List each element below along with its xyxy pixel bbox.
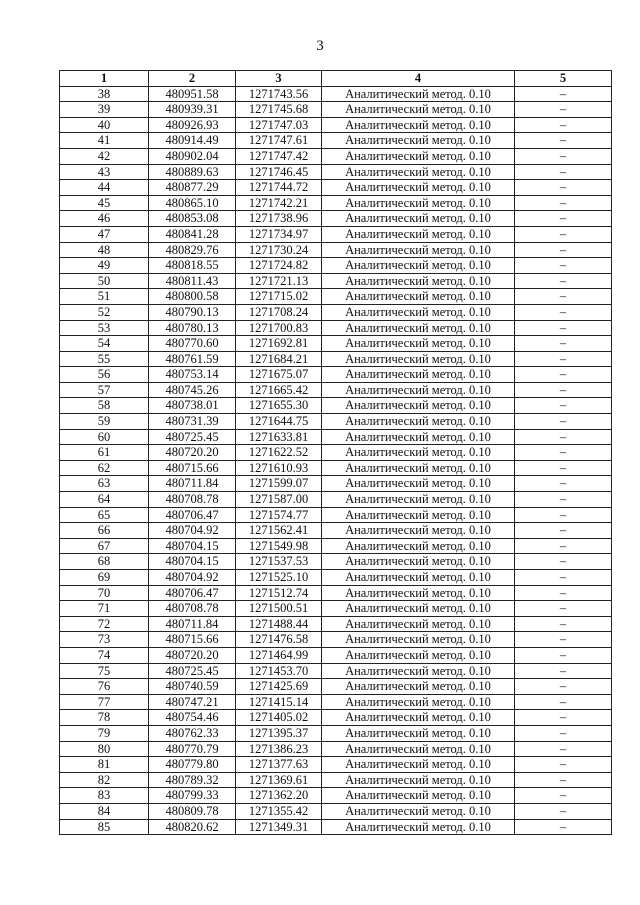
- point-number-cell: 57: [60, 382, 149, 398]
- table-row: [60, 632, 612, 648]
- note-cell: –: [515, 429, 612, 445]
- method-cell: Аналитический метод. 0.10: [322, 476, 515, 492]
- point-number-cell: 70: [60, 585, 149, 601]
- x-coordinate-cell: 480704.92: [149, 570, 236, 586]
- y-coordinate-cell: 1271730.24: [236, 242, 322, 258]
- point-number-cell: 60: [60, 429, 149, 445]
- y-coordinate-cell: 1271747.42: [236, 148, 322, 164]
- x-coordinate-cell: 480889.63: [149, 164, 236, 180]
- x-coordinate-cell: 480708.78: [149, 601, 236, 617]
- point-number-cell: 42: [60, 148, 149, 164]
- method-cell: Аналитический метод. 0.10: [322, 429, 515, 445]
- table-row: [60, 757, 612, 773]
- table-row: [60, 133, 612, 149]
- x-coordinate-cell: 480800.58: [149, 289, 236, 305]
- y-coordinate-cell: 1271633.81: [236, 429, 322, 445]
- x-coordinate-cell: 480902.04: [149, 148, 236, 164]
- method-cell: Аналитический метод. 0.10: [322, 258, 515, 274]
- y-coordinate-cell: 1271562.41: [236, 523, 322, 539]
- table-row: [60, 460, 612, 476]
- y-coordinate-cell: 1271549.98: [236, 538, 322, 554]
- x-coordinate-cell: 480799.33: [149, 788, 236, 804]
- method-cell: Аналитический метод. 0.10: [322, 647, 515, 663]
- point-number-cell: 39: [60, 102, 149, 118]
- y-coordinate-cell: 1271692.81: [236, 336, 322, 352]
- point-number-cell: 53: [60, 320, 149, 336]
- method-cell: Аналитический метод. 0.10: [322, 148, 515, 164]
- y-coordinate-cell: 1271746.45: [236, 164, 322, 180]
- method-cell: Аналитический метод. 0.10: [322, 242, 515, 258]
- table-row: [60, 803, 612, 819]
- y-coordinate-cell: 1271744.72: [236, 180, 322, 196]
- table-row: [60, 476, 612, 492]
- x-coordinate-cell: 480706.47: [149, 585, 236, 601]
- method-cell: Аналитический метод. 0.10: [322, 414, 515, 430]
- note-cell: –: [515, 523, 612, 539]
- x-coordinate-cell: 480725.45: [149, 429, 236, 445]
- y-coordinate-cell: 1271700.83: [236, 320, 322, 336]
- method-cell: Аналитический метод. 0.10: [322, 492, 515, 508]
- method-cell: Аналитический метод. 0.10: [322, 117, 515, 133]
- point-number-cell: 76: [60, 679, 149, 695]
- x-coordinate-cell: 480720.20: [149, 647, 236, 663]
- table-row: [60, 336, 612, 352]
- note-cell: –: [515, 803, 612, 819]
- y-coordinate-cell: 1271675.07: [236, 367, 322, 383]
- x-coordinate-cell: 480747.21: [149, 694, 236, 710]
- method-cell: Аналитический метод. 0.10: [322, 710, 515, 726]
- method-cell: Аналитический метод. 0.10: [322, 226, 515, 242]
- note-cell: –: [515, 819, 612, 835]
- x-coordinate-cell: 480789.32: [149, 772, 236, 788]
- method-cell: Аналитический метод. 0.10: [322, 632, 515, 648]
- point-number-cell: 68: [60, 554, 149, 570]
- x-coordinate-cell: 480745.26: [149, 382, 236, 398]
- table-row: [60, 211, 612, 227]
- y-coordinate-cell: 1271464.99: [236, 647, 322, 663]
- table-row: [60, 772, 612, 788]
- x-coordinate-cell: 480704.15: [149, 554, 236, 570]
- method-cell: Аналитический метод. 0.10: [322, 382, 515, 398]
- x-coordinate-cell: 480731.39: [149, 414, 236, 430]
- point-number-cell: 79: [60, 725, 149, 741]
- note-cell: –: [515, 164, 612, 180]
- table-row: [60, 304, 612, 320]
- point-number-cell: 78: [60, 710, 149, 726]
- note-cell: –: [515, 445, 612, 461]
- note-cell: –: [515, 616, 612, 632]
- y-coordinate-cell: 1271724.82: [236, 258, 322, 274]
- table-row: [60, 367, 612, 383]
- method-cell: Аналитический метод. 0.10: [322, 164, 515, 180]
- note-cell: –: [515, 117, 612, 133]
- point-number-cell: 67: [60, 538, 149, 554]
- note-cell: –: [515, 273, 612, 289]
- method-cell: Аналитический метод. 0.10: [322, 819, 515, 835]
- method-cell: Аналитический метод. 0.10: [322, 460, 515, 476]
- x-coordinate-cell: 480811.43: [149, 273, 236, 289]
- x-coordinate-cell: 480715.66: [149, 632, 236, 648]
- y-coordinate-cell: 1271415.14: [236, 694, 322, 710]
- note-cell: –: [515, 258, 612, 274]
- y-coordinate-cell: 1271362.20: [236, 788, 322, 804]
- method-cell: Аналитический метод. 0.10: [322, 445, 515, 461]
- column-header: 2: [149, 71, 236, 87]
- note-cell: –: [515, 367, 612, 383]
- column-header: 3: [236, 71, 322, 87]
- x-coordinate-cell: 480711.84: [149, 476, 236, 492]
- y-coordinate-cell: 1271512.74: [236, 585, 322, 601]
- table-row: [60, 273, 612, 289]
- x-coordinate-cell: 480877.29: [149, 180, 236, 196]
- table-row: [60, 414, 612, 430]
- x-coordinate-cell: 480762.33: [149, 725, 236, 741]
- table-row: [60, 445, 612, 461]
- y-coordinate-cell: 1271525.10: [236, 570, 322, 586]
- x-coordinate-cell: 480761.59: [149, 351, 236, 367]
- point-number-cell: 45: [60, 195, 149, 211]
- note-cell: –: [515, 538, 612, 554]
- note-cell: –: [515, 351, 612, 367]
- note-cell: –: [515, 211, 612, 227]
- x-coordinate-cell: 480914.49: [149, 133, 236, 149]
- method-cell: Аналитический метод. 0.10: [322, 741, 515, 757]
- method-cell: Аналитический метод. 0.10: [322, 320, 515, 336]
- note-cell: –: [515, 226, 612, 242]
- note-cell: –: [515, 414, 612, 430]
- method-cell: Аналитический метод. 0.10: [322, 570, 515, 586]
- x-coordinate-cell: 480725.45: [149, 663, 236, 679]
- y-coordinate-cell: 1271734.97: [236, 226, 322, 242]
- table-row: [60, 148, 612, 164]
- y-coordinate-cell: 1271738.96: [236, 211, 322, 227]
- table-row: [60, 164, 612, 180]
- note-cell: –: [515, 585, 612, 601]
- note-cell: –: [515, 86, 612, 102]
- column-header: 5: [515, 71, 612, 87]
- note-cell: –: [515, 242, 612, 258]
- y-coordinate-cell: 1271745.68: [236, 102, 322, 118]
- point-number-cell: 58: [60, 398, 149, 414]
- x-coordinate-cell: 480770.79: [149, 741, 236, 757]
- table-row: [60, 570, 612, 586]
- y-coordinate-cell: 1271369.61: [236, 772, 322, 788]
- table-row: [60, 320, 612, 336]
- table-row: [60, 242, 612, 258]
- note-cell: –: [515, 476, 612, 492]
- y-coordinate-cell: 1271395.37: [236, 725, 322, 741]
- point-number-cell: 77: [60, 694, 149, 710]
- note-cell: –: [515, 336, 612, 352]
- table-row: [60, 554, 612, 570]
- table-row: [60, 788, 612, 804]
- point-number-cell: 74: [60, 647, 149, 663]
- point-number-cell: 84: [60, 803, 149, 819]
- point-number-cell: 75: [60, 663, 149, 679]
- x-coordinate-cell: 480829.76: [149, 242, 236, 258]
- y-coordinate-cell: 1271537.53: [236, 554, 322, 570]
- point-number-cell: 73: [60, 632, 149, 648]
- y-coordinate-cell: 1271355.42: [236, 803, 322, 819]
- note-cell: –: [515, 757, 612, 773]
- method-cell: Аналитический метод. 0.10: [322, 367, 515, 383]
- x-coordinate-cell: 480715.66: [149, 460, 236, 476]
- y-coordinate-cell: 1271349.31: [236, 819, 322, 835]
- point-number-cell: 44: [60, 180, 149, 196]
- table-row: [60, 492, 612, 508]
- x-coordinate-cell: 480740.59: [149, 679, 236, 695]
- x-coordinate-cell: 480704.15: [149, 538, 236, 554]
- point-number-cell: 82: [60, 772, 149, 788]
- y-coordinate-cell: 1271587.00: [236, 492, 322, 508]
- table-row: [60, 507, 612, 523]
- table-row: [60, 679, 612, 695]
- note-cell: –: [515, 679, 612, 695]
- y-coordinate-cell: 1271488.44: [236, 616, 322, 632]
- x-coordinate-cell: 480841.28: [149, 226, 236, 242]
- point-number-cell: 69: [60, 570, 149, 586]
- x-coordinate-cell: 480754.46: [149, 710, 236, 726]
- page-number: 3: [316, 38, 324, 54]
- table-row: [60, 180, 612, 196]
- point-number-cell: 46: [60, 211, 149, 227]
- method-cell: Аналитический метод. 0.10: [322, 772, 515, 788]
- x-coordinate-cell: 480939.31: [149, 102, 236, 118]
- method-cell: Аналитический метод. 0.10: [322, 398, 515, 414]
- table-header-row: [60, 71, 612, 87]
- x-coordinate-cell: 480711.84: [149, 616, 236, 632]
- note-cell: –: [515, 601, 612, 617]
- method-cell: Аналитический метод. 0.10: [322, 538, 515, 554]
- note-cell: –: [515, 694, 612, 710]
- note-cell: –: [515, 554, 612, 570]
- note-cell: –: [515, 632, 612, 648]
- table-row: [60, 616, 612, 632]
- x-coordinate-cell: 480790.13: [149, 304, 236, 320]
- table-row: [60, 663, 612, 679]
- x-coordinate-cell: 480704.92: [149, 523, 236, 539]
- column-header: 4: [322, 71, 515, 87]
- point-number-cell: 43: [60, 164, 149, 180]
- y-coordinate-cell: 1271747.61: [236, 133, 322, 149]
- y-coordinate-cell: 1271405.02: [236, 710, 322, 726]
- method-cell: Аналитический метод. 0.10: [322, 289, 515, 305]
- x-coordinate-cell: 480770.60: [149, 336, 236, 352]
- note-cell: –: [515, 460, 612, 476]
- note-cell: –: [515, 180, 612, 196]
- x-coordinate-cell: 480820.62: [149, 819, 236, 835]
- method-cell: Аналитический метод. 0.10: [322, 601, 515, 617]
- note-cell: –: [515, 788, 612, 804]
- x-coordinate-cell: 480853.08: [149, 211, 236, 227]
- table-row: [60, 86, 612, 102]
- table-row: [60, 725, 612, 741]
- method-cell: Аналитический метод. 0.10: [322, 523, 515, 539]
- point-number-cell: 80: [60, 741, 149, 757]
- point-number-cell: 55: [60, 351, 149, 367]
- x-coordinate-cell: 480738.01: [149, 398, 236, 414]
- note-cell: –: [515, 663, 612, 679]
- table-row: [60, 398, 612, 414]
- x-coordinate-cell: 480720.20: [149, 445, 236, 461]
- table-row: [60, 741, 612, 757]
- table-row: [60, 429, 612, 445]
- method-cell: Аналитический метод. 0.10: [322, 679, 515, 695]
- method-cell: Аналитический метод. 0.10: [322, 663, 515, 679]
- method-cell: Аналитический метод. 0.10: [322, 507, 515, 523]
- coordinates-table: [59, 70, 612, 835]
- x-coordinate-cell: 480779.80: [149, 757, 236, 773]
- table-body: [60, 86, 612, 835]
- method-cell: Аналитический метод. 0.10: [322, 554, 515, 570]
- note-cell: –: [515, 304, 612, 320]
- y-coordinate-cell: 1271747.03: [236, 117, 322, 133]
- table-row: [60, 117, 612, 133]
- y-coordinate-cell: 1271610.93: [236, 460, 322, 476]
- note-cell: –: [515, 195, 612, 211]
- y-coordinate-cell: 1271684.21: [236, 351, 322, 367]
- method-cell: Аналитический метод. 0.10: [322, 788, 515, 804]
- note-cell: –: [515, 382, 612, 398]
- x-coordinate-cell: 480865.10: [149, 195, 236, 211]
- point-number-cell: 65: [60, 507, 149, 523]
- note-cell: –: [515, 710, 612, 726]
- note-cell: –: [515, 647, 612, 663]
- table-row: [60, 538, 612, 554]
- y-coordinate-cell: 1271377.63: [236, 757, 322, 773]
- y-coordinate-cell: 1271743.56: [236, 86, 322, 102]
- method-cell: Аналитический метод. 0.10: [322, 180, 515, 196]
- point-number-cell: 59: [60, 414, 149, 430]
- point-number-cell: 50: [60, 273, 149, 289]
- y-coordinate-cell: 1271742.21: [236, 195, 322, 211]
- point-number-cell: 61: [60, 445, 149, 461]
- method-cell: Аналитический метод. 0.10: [322, 211, 515, 227]
- table-row: [60, 694, 612, 710]
- y-coordinate-cell: 1271715.02: [236, 289, 322, 305]
- point-number-cell: 49: [60, 258, 149, 274]
- x-coordinate-cell: 480951.58: [149, 86, 236, 102]
- x-coordinate-cell: 480708.78: [149, 492, 236, 508]
- table-row: [60, 710, 612, 726]
- point-number-cell: 64: [60, 492, 149, 508]
- point-number-cell: 81: [60, 757, 149, 773]
- y-coordinate-cell: 1271721.13: [236, 273, 322, 289]
- table-row: [60, 351, 612, 367]
- note-cell: –: [515, 772, 612, 788]
- table-row: [60, 102, 612, 118]
- table-row: [60, 258, 612, 274]
- point-number-cell: 85: [60, 819, 149, 835]
- y-coordinate-cell: 1271386.23: [236, 741, 322, 757]
- table-row: [60, 195, 612, 211]
- table-row: [60, 819, 612, 835]
- point-number-cell: 41: [60, 133, 149, 149]
- point-number-cell: 56: [60, 367, 149, 383]
- x-coordinate-cell: 480809.78: [149, 803, 236, 819]
- note-cell: –: [515, 148, 612, 164]
- table-row: [60, 601, 612, 617]
- method-cell: Аналитический метод. 0.10: [322, 273, 515, 289]
- method-cell: Аналитический метод. 0.10: [322, 195, 515, 211]
- x-coordinate-cell: 480818.55: [149, 258, 236, 274]
- y-coordinate-cell: 1271665.42: [236, 382, 322, 398]
- point-number-cell: 47: [60, 226, 149, 242]
- table-row: [60, 523, 612, 539]
- note-cell: –: [515, 507, 612, 523]
- y-coordinate-cell: 1271622.52: [236, 445, 322, 461]
- table-row: [60, 382, 612, 398]
- note-cell: –: [515, 492, 612, 508]
- x-coordinate-cell: 480780.13: [149, 320, 236, 336]
- method-cell: Аналитический метод. 0.10: [322, 757, 515, 773]
- column-header: 1: [60, 71, 149, 87]
- note-cell: –: [515, 570, 612, 586]
- method-cell: Аналитический метод. 0.10: [322, 694, 515, 710]
- method-cell: Аналитический метод. 0.10: [322, 336, 515, 352]
- y-coordinate-cell: 1271574.77: [236, 507, 322, 523]
- y-coordinate-cell: 1271655.30: [236, 398, 322, 414]
- note-cell: –: [515, 320, 612, 336]
- method-cell: Аналитический метод. 0.10: [322, 616, 515, 632]
- table-row: [60, 289, 612, 305]
- table-row: [60, 647, 612, 663]
- point-number-cell: 51: [60, 289, 149, 305]
- y-coordinate-cell: 1271644.75: [236, 414, 322, 430]
- method-cell: Аналитический метод. 0.10: [322, 585, 515, 601]
- point-number-cell: 38: [60, 86, 149, 102]
- x-coordinate-cell: 480753.14: [149, 367, 236, 383]
- note-cell: –: [515, 398, 612, 414]
- x-coordinate-cell: 480706.47: [149, 507, 236, 523]
- method-cell: Аналитический метод. 0.10: [322, 304, 515, 320]
- y-coordinate-cell: 1271425.69: [236, 679, 322, 695]
- method-cell: Аналитический метод. 0.10: [322, 351, 515, 367]
- point-number-cell: 71: [60, 601, 149, 617]
- point-number-cell: 52: [60, 304, 149, 320]
- note-cell: –: [515, 725, 612, 741]
- method-cell: Аналитический метод. 0.10: [322, 133, 515, 149]
- x-coordinate-cell: 480926.93: [149, 117, 236, 133]
- point-number-cell: 66: [60, 523, 149, 539]
- y-coordinate-cell: 1271500.51: [236, 601, 322, 617]
- note-cell: –: [515, 741, 612, 757]
- y-coordinate-cell: 1271453.70: [236, 663, 322, 679]
- table-row: [60, 226, 612, 242]
- note-cell: –: [515, 289, 612, 305]
- table-row: [60, 585, 612, 601]
- point-number-cell: 83: [60, 788, 149, 804]
- method-cell: Аналитический метод. 0.10: [322, 102, 515, 118]
- point-number-cell: 40: [60, 117, 149, 133]
- point-number-cell: 72: [60, 616, 149, 632]
- method-cell: Аналитический метод. 0.10: [322, 725, 515, 741]
- y-coordinate-cell: 1271599.07: [236, 476, 322, 492]
- note-cell: –: [515, 133, 612, 149]
- y-coordinate-cell: 1271708.24: [236, 304, 322, 320]
- point-number-cell: 48: [60, 242, 149, 258]
- point-number-cell: 63: [60, 476, 149, 492]
- method-cell: Аналитический метод. 0.10: [322, 86, 515, 102]
- point-number-cell: 54: [60, 336, 149, 352]
- method-cell: Аналитический метод. 0.10: [322, 803, 515, 819]
- y-coordinate-cell: 1271476.58: [236, 632, 322, 648]
- note-cell: –: [515, 102, 612, 118]
- point-number-cell: 62: [60, 460, 149, 476]
